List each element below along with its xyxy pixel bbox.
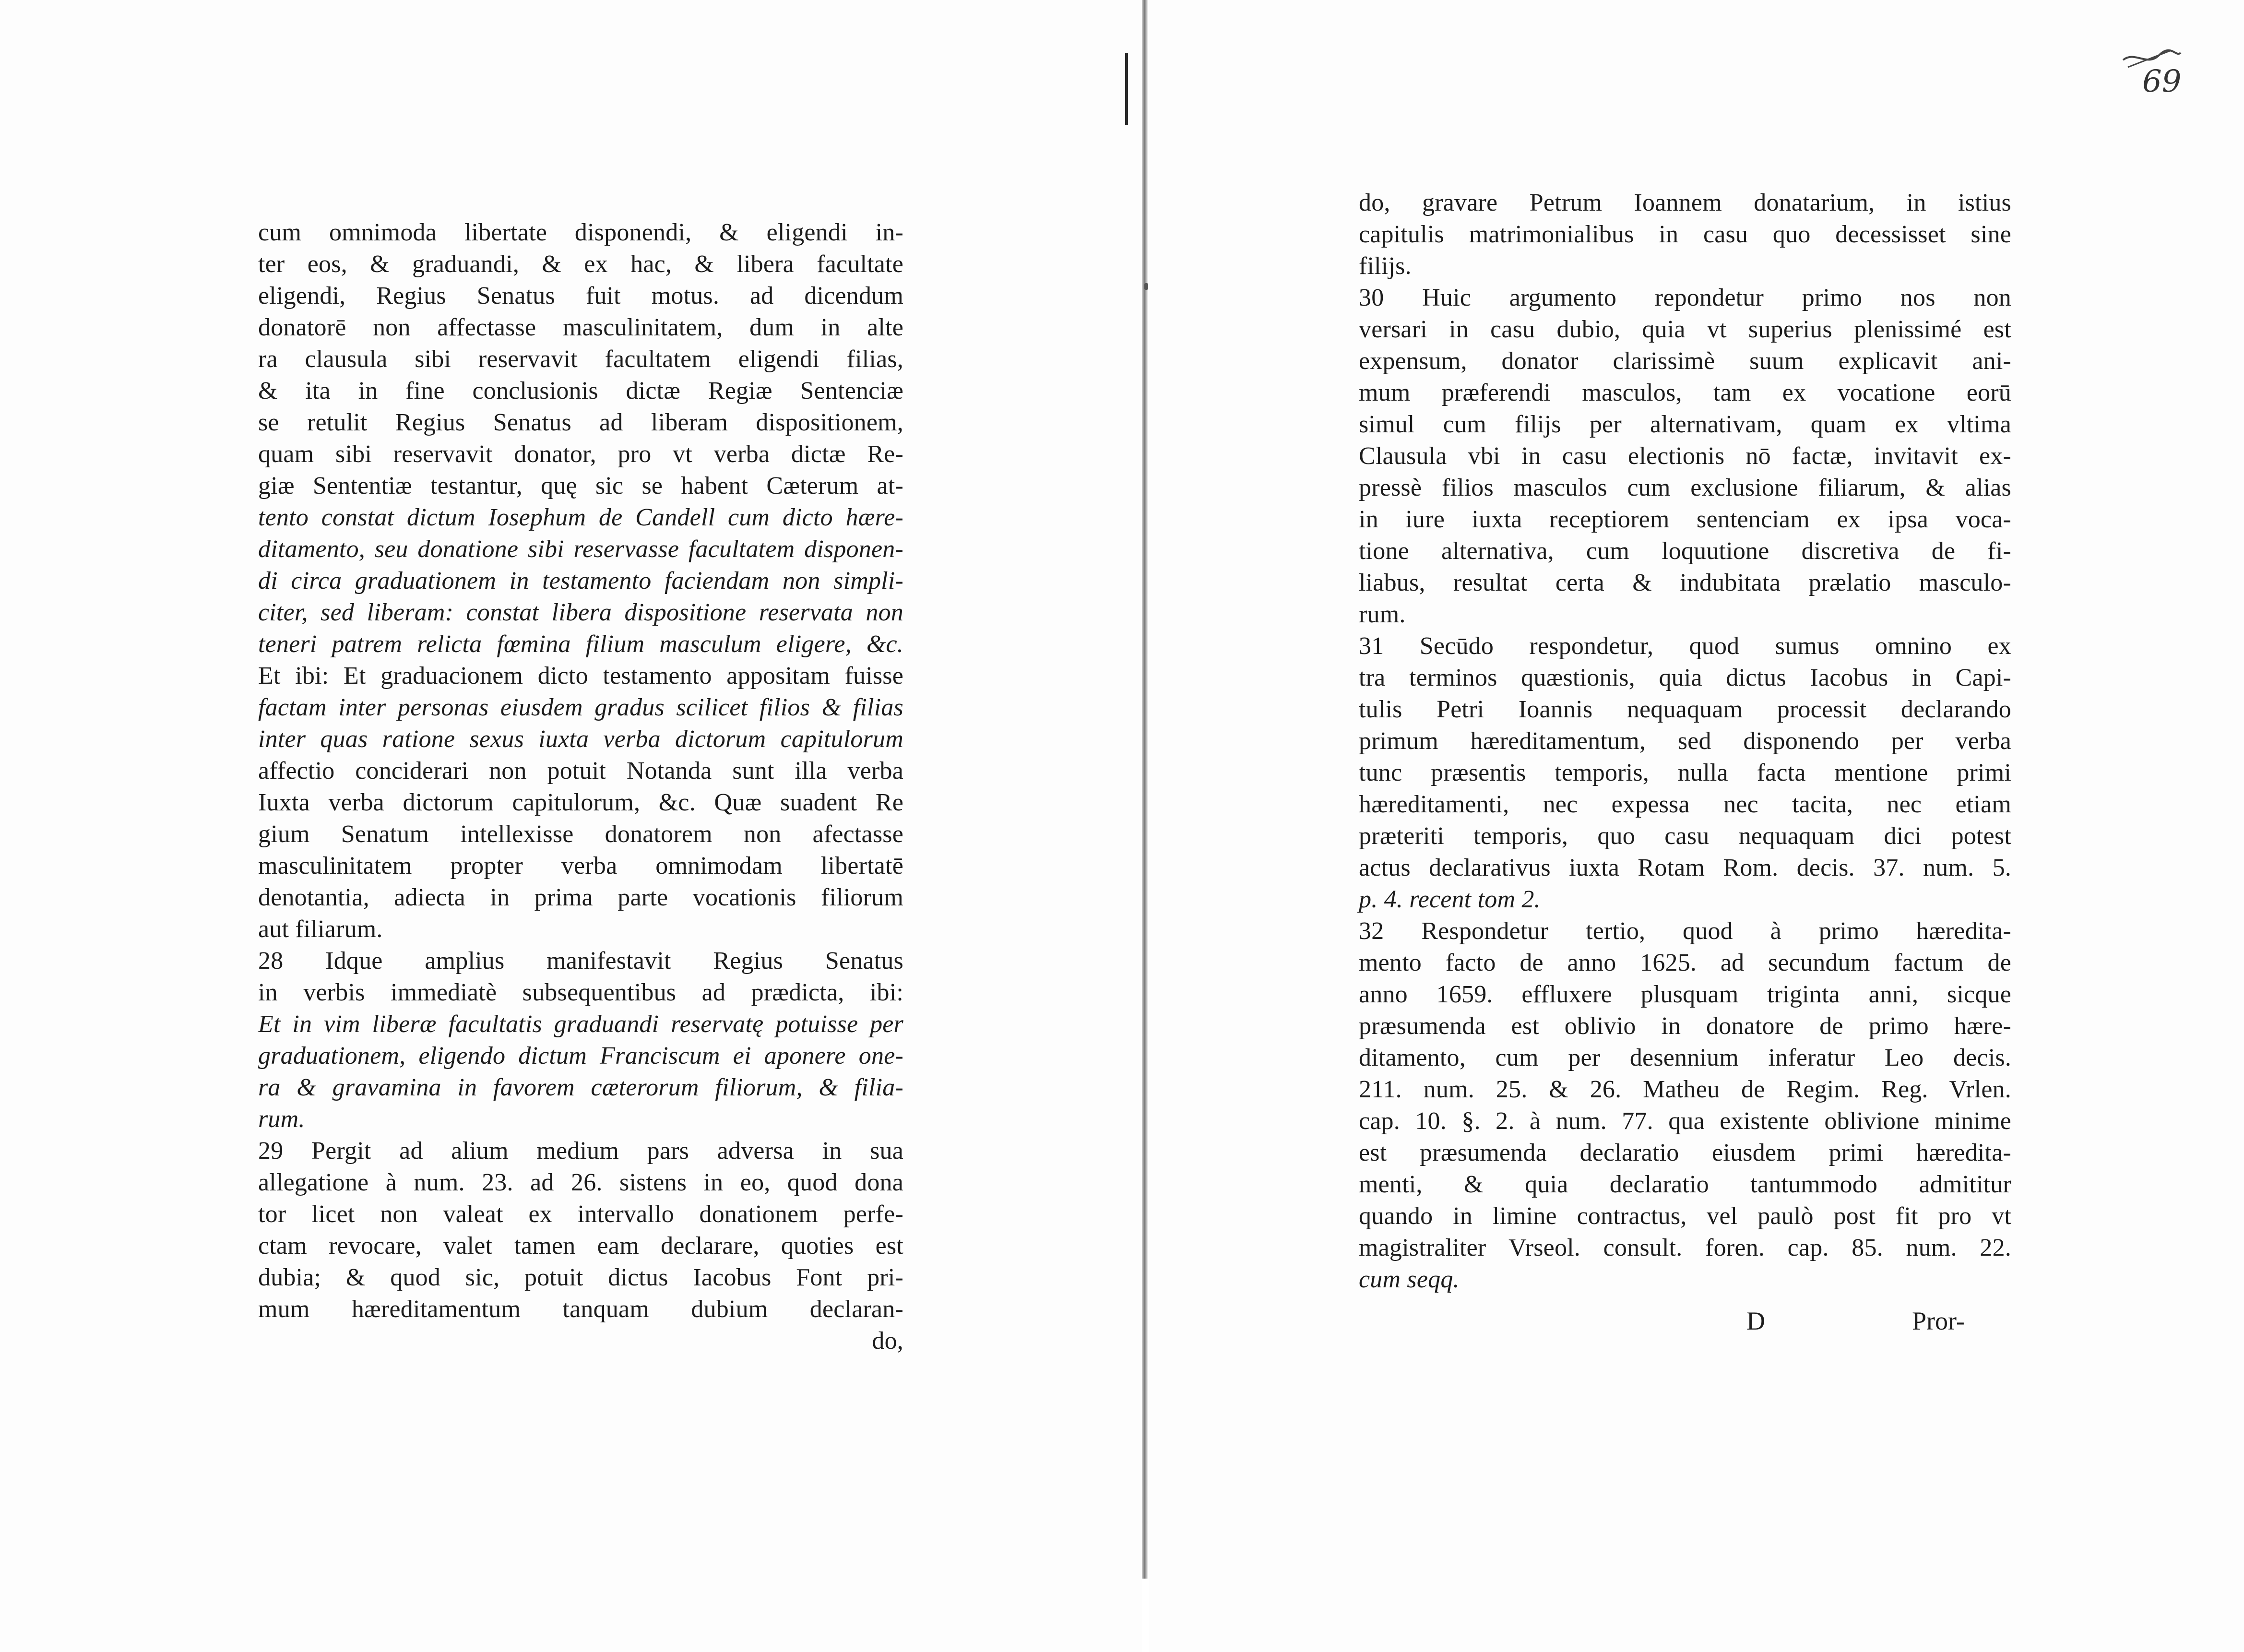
text-line: capitulis matrimonialibus in casu quo decessisset sine (1359, 221, 2011, 248)
text-line: expensum, donator clarissimè suum explicavit ani- (1359, 347, 2011, 375)
paragraph-31-start: 31 Secūdo respondetur, quod sumus omnino ex (1359, 632, 2011, 660)
gutter-mark (1125, 53, 1128, 125)
text-line: aut filiarum. (258, 915, 383, 943)
text-line: rum. (258, 1105, 305, 1133)
text-line: gium Senatum intellexisse donatorem non afectasse (258, 820, 903, 848)
text-line: ctam revocare, valet tamen eam declarare, quoties est (258, 1232, 903, 1260)
text-line: 211. num. 25. & 26. Matheu de Regim. Reg. Vrlen. (1359, 1076, 2011, 1103)
text-line: tor licet non valeat ex intervallo donationem perfe- (258, 1200, 903, 1228)
text-line: Et in vim liberæ facultatis graduandi reservatę potuisse per (258, 1010, 903, 1038)
text-line: denotantia, adiecta in prima parte vocationis filiorum (258, 884, 903, 911)
text-line: ditamento, seu donatione sibi reservasse facultatem disponen- (258, 535, 903, 563)
paragraph-30-start: 30 Huic argumento repondetur primo nos non (1359, 284, 2011, 311)
catchword-right: Pror- (1912, 1307, 1965, 1335)
text-line: se retulit Regius Senatus ad liberam dispositionem, (258, 409, 903, 436)
folio-text: 69 (2142, 64, 2182, 99)
text-line: affectio conciderari non potuit Notanda sunt illa verba (258, 757, 903, 784)
text-line: liabus, resultat certa & indubitata prælatio masculo- (1359, 569, 2011, 596)
text-line: p. 4. recent tom 2. (1359, 886, 1541, 913)
text-line: hæreditamenti, nec expessa nec tacita, nec etiam (1359, 791, 2011, 818)
paragraph-32-start: 32 Respondetur tertio, quod à primo hæredita- (1359, 917, 2011, 945)
text-line: præteriti temporis, quo casu nequaquam dici potest (1359, 822, 2011, 850)
text-line: actus declarativus iuxta Rotam Rom. decis. 37. num. 5. (1359, 854, 2011, 881)
paragraph-29-start: 29 Pergit ad alium medium pars adversa in sua (258, 1137, 903, 1165)
text-line: teneri patrem relicta fœmina filium masculum eligere, &c. (258, 630, 903, 658)
text-line: dubia; & quod sic, potuit dictus Iacobus Font pri- (258, 1264, 903, 1291)
text-line: di circa graduationem in testamento faciendam non simpli- (258, 567, 903, 594)
text-line: Et ibi: Et graduacionem dicto testamento appositam fuisse (258, 662, 903, 689)
text-line: primum hæreditamentum, sed disponendo per verba (1359, 727, 2011, 755)
text-line: & ita in fine conclusionis dictæ Regiæ Sentenciæ (258, 377, 903, 404)
text-line: giæ Sententiæ testantur, quę sic se habent Cæterum at- (258, 472, 903, 499)
text-line: tunc præsentis temporis, nulla facta mentione primi (1359, 759, 2011, 786)
text-line: ra clausula sibi reservavit facultatem eligendi filias, (258, 345, 903, 373)
text-line: graduationem, eligendo dictum Franciscum ei aponere one- (258, 1042, 903, 1070)
text-line: cum omnimoda libertate disponendi, & eligendi in- (258, 219, 903, 246)
text-line: ditamento, cum per desennium inferatur Leo decis. (1359, 1044, 2011, 1071)
text-line: citer, sed liberam: constat libera dispositione reservata non (258, 599, 903, 626)
text-line: tione alternativa, cum loquutione discretiva de fi- (1359, 537, 2011, 565)
text-line: in verbis immediatè subsequentibus ad prædicta, ibi: (258, 979, 903, 1006)
text-line: simul cum filijs per alternativam, quam ex vltima (1359, 411, 2011, 438)
text-line: factam inter personas eiusdem gradus scilicet filios & filias (258, 694, 903, 721)
signature-mark: D (1746, 1307, 1765, 1335)
text-line: masculinitatem propter verba omnimodam libertatē (258, 852, 903, 879)
text-line: tulis Petri Ioannis nequaquam processit declarando (1359, 696, 2011, 723)
paragraph-28-start: 28 Idque amplius manifestavit Regius Senatus (258, 947, 903, 975)
left-text-column (258, 217, 903, 1357)
text-line: menti, & quia declaratio tantummodo admititur (1359, 1171, 2011, 1198)
text-line: versari in casu dubio, quia vt superius plenissimé est (1359, 316, 2011, 343)
text-line: donatorē non affectasse masculinitatem, dum in alte (258, 314, 903, 341)
gutter-dot (1144, 283, 1148, 290)
text-line: est præsumenda declaratio eiusdem primi hæredita- (1359, 1139, 2011, 1166)
text-line: mento facto de anno 1625. ad secundum factum de (1359, 949, 2011, 976)
text-line: ter eos, & graduandi, & ex hac, & libera facultate (258, 250, 903, 278)
text-line: ra & gravamina in favorem cæterorum filiorum, & filia- (258, 1074, 903, 1101)
text-line: mum præferendi masculos, tam ex vocatione eorū (1359, 379, 2011, 406)
text-line: magistraliter Vrseol. consult. foren. cap. 85. num. 22. (1359, 1234, 2011, 1261)
text-line: in iure iuxta receptiorem sentenciam ex ipsa voca- (1359, 506, 2011, 533)
text-line: cap. 10. §. 2. à num. 77. qua existente oblivione minime (1359, 1107, 2011, 1135)
text-line: pressè filios masculos cum exclusione filiarum, & alias (1359, 474, 2011, 501)
folio-number (2113, 41, 2185, 103)
text-line: filijs. (1359, 252, 1412, 280)
text-line: eligendi, Regius Senatus fuit motus. ad dicendum (258, 282, 903, 309)
text-line: Iuxta verba dictorum capitulorum, &c. Quæ suadent Re (258, 789, 903, 816)
gutter-fold (1142, 0, 1148, 1579)
text-line: anno 1659. effluxere plusquam triginta anni, sicque (1359, 981, 2011, 1008)
text-line: do, gravare Petrum Ioannem donatarium, in istius (1359, 189, 2011, 216)
text-line: quam sibi reservavit donator, pro vt verba dictæ Re- (258, 440, 903, 468)
text-line: allegatione à num. 23. ad 26. sistens in eo, quod dona (258, 1169, 903, 1196)
text-line: quando in limine contractus, vel paulò post fit pro vt (1359, 1202, 2011, 1230)
catchword-left: do, (872, 1327, 903, 1355)
text-line: mum hæreditamentum tanquam dubium declaran- (258, 1295, 903, 1323)
text-line: rum. (1359, 601, 1406, 628)
right-text-column (1359, 187, 2011, 1295)
text-line: tra terminos quæstionis, quia dictus Iacobus in Capi- (1359, 664, 2011, 691)
text-line: Clausula vbi in casu electionis nō factæ, invitavit ex- (1359, 442, 2011, 470)
text-line: cum seqq. (1359, 1266, 1460, 1293)
text-line: præsumenda est oblivio in donatore de primo hære- (1359, 1012, 2011, 1040)
text-line: inter quas ratione sexus iuxta verba dictorum capitulorum (258, 725, 903, 753)
text-line: tento constat dictum Iosephum de Candell cum dicto hære- (258, 504, 903, 531)
